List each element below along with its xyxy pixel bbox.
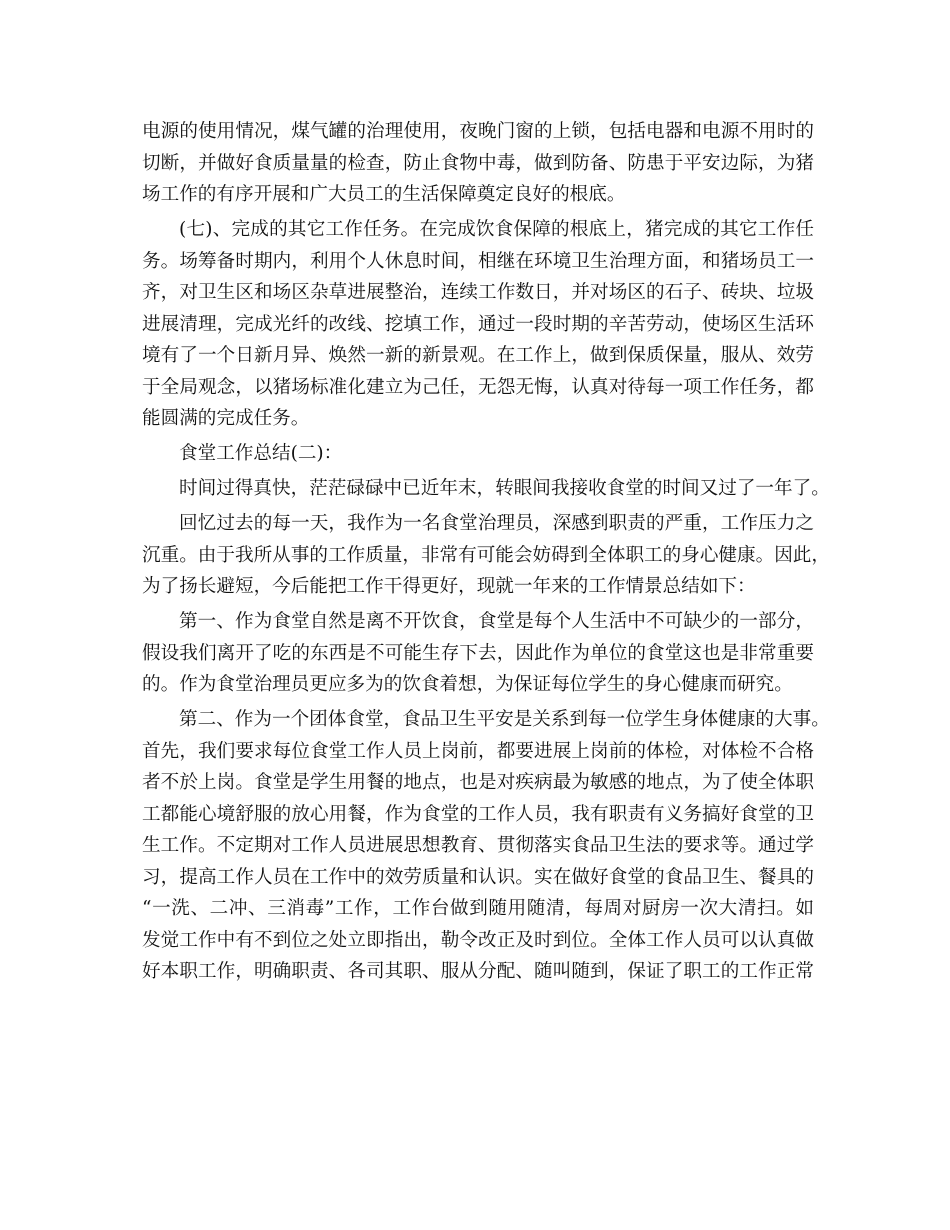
text-line: 为了扬长避短，今后能把工作干得更好，现就一年来的工作情景总结如下： <box>142 576 756 597</box>
text-line: 好本职工作，明确职责、各司其职、服从分配、随叫随到，保证了职工的工作正常 <box>142 961 814 982</box>
paragraph-start-line: 第二、作为一个团体食堂，食品卫生平安是关系到每一位学生身体健康的大事。 <box>179 709 830 730</box>
text-line: 电源的使用情况，煤气罐的治理使用，夜晚门窗的上锁，包括电器和电源不用时的 <box>142 121 814 142</box>
text-line: 首先，我们要求每位食堂工作人员上岗前，都要进展上岗前的体检，对体检不合格 <box>142 740 814 762</box>
text-line: “一洗、二冲、三消毒”工作，工作台做到随用随清，每周对厨房一次大清扫。如 <box>142 898 814 919</box>
text-line: 发觉工作中有不到位之处立即指出，勒令改正及时到位。全体工作人员可以认真做 <box>142 929 814 951</box>
text-line: 者不於上岗。食堂是学生用餐的地点，也是对疾病最为敏感的地点，为了使全体职 <box>142 772 814 793</box>
text-line: 假设我们离开了吃的东西是不可能生存下去，因此作为单位的食堂这也是非常重要 <box>142 642 814 664</box>
paragraph-start-line: 第一、作为食堂自然是离不开饮食，食堂是每个人生活中不可缺少的一部分， <box>179 611 814 632</box>
text-line: 境有了一个日新月异、焕然一新的新景观。在工作上，做到保质保量，服从、效劳 <box>142 345 814 366</box>
text-line: 习，提高工作人员在工作中的效劳质量和认识。实在做好食堂的食品卫生、餐具的 <box>142 866 814 888</box>
text-line: 的。作为食堂治理员更应多为的饮食着想，为保证每位学生的身心健康而研究。 <box>142 674 793 695</box>
paragraph-start-line: (七)、完成的其它工作任务。在完成饮食保障的根底上，猪完成的其它工作任 <box>179 219 814 240</box>
text-line: 生工作。不定期对工作人员进展思想教育、贯彻落实食品卫生法的要求等。通过学 <box>142 835 814 856</box>
text-line: 工都能心境舒服的放心用餐，作为食堂的工作人员，我有职责有义务搞好食堂的卫 <box>142 803 814 825</box>
section-heading: 食堂工作总结(二)： <box>179 443 343 464</box>
text-line: 切断，并做好食质量量的检查，防止食物中毒，做到防备、防患于平安边际，为猪 <box>142 152 814 174</box>
text-line: 场工作的有序开展和广大员工的生活保障奠定良好的根底。 <box>142 184 626 205</box>
document-body <box>142 116 830 988</box>
paragraph-start-line: 时间过得真快，茫茫碌碌中已近年末，转眼间我接收食堂的时间又过了一年了。 <box>179 478 830 499</box>
paragraph-start-line: 回忆过去的每一天，我作为一名食堂治理员，深感到职责的严重，工作压力之 <box>179 513 814 534</box>
text-line: 沉重。由于我所从事的工作质量，非常有可能会妨碍到全体职工的身心健康。因此， <box>142 544 830 566</box>
text-line: 能圆满的完成任务。 <box>142 408 310 429</box>
text-line: 于全局观念，以猪场标准化建立为己任，无怨无悔，认真对待每一项工作任务，都 <box>142 376 814 398</box>
text-line: 务。场筹备时期内，利用个人休息时间，相继在环境卫生治理方面，和猪场员工一 <box>142 250 814 272</box>
text-line: 进展清理，完成光纤的改线、挖填工作，通过一段时期的辛苦劳动，使场区生活环 <box>142 313 814 335</box>
text-line: 齐，对卫生区和场区杂草进展整治，连续工作数日，并对场区的石子、砖块、垃圾 <box>142 282 814 303</box>
